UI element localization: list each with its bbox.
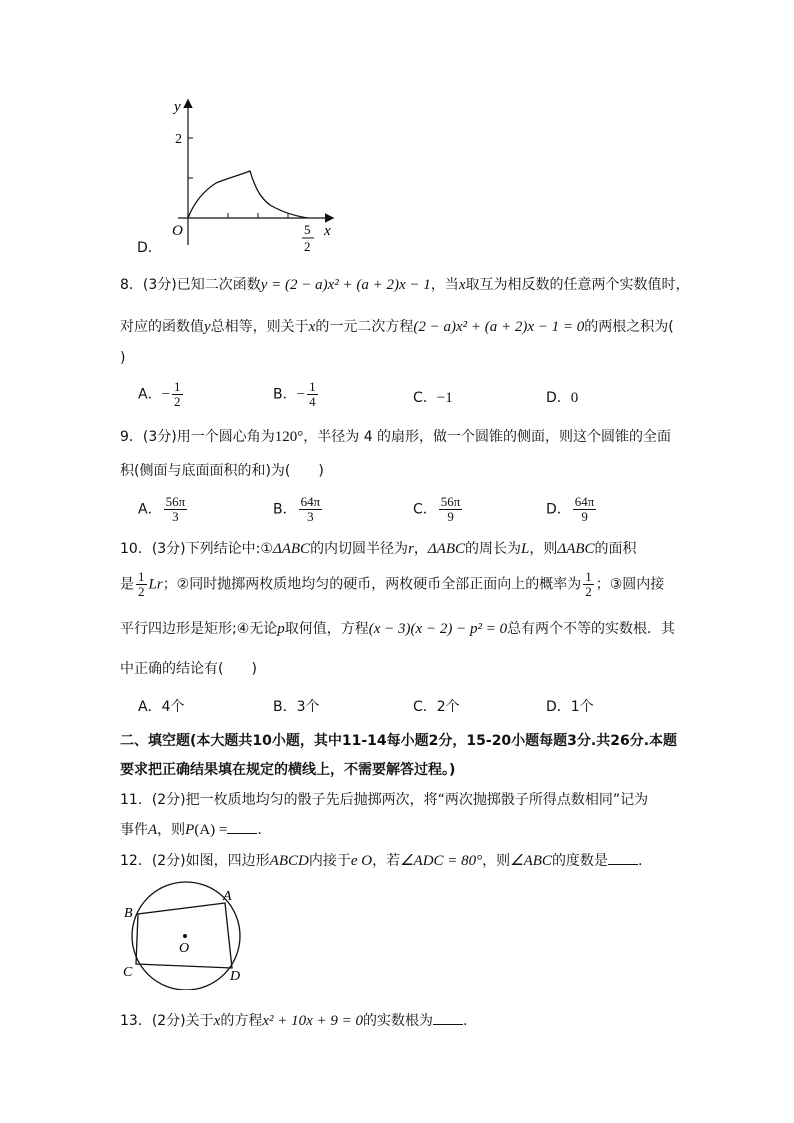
q10-line3: 平行四边形是矩形;④无论p取何值，方程(x − 3)(x − 2) − p² = 0总有两个不等的实数根．其 — [120, 621, 676, 637]
q13-answer-blank[interactable] — [433, 1012, 463, 1025]
center-point — [183, 934, 187, 938]
q13-line1: 13．(2分)关于x的方程x² + 10x + 9 = 0的实数根为 . — [120, 1013, 468, 1029]
q10-line2: 是 $\frac{1}{2}$ Lr；②同时抛掷两枚质地均匀的硬币，两枚硬币全部正面向上的概率为 $\frac{1}{2}$ ；③圆内接 — [120, 569, 665, 599]
label-a: A — [223, 889, 232, 904]
q12-line1: 12．(2分)如图，四边形ABCD内接于e O，若∠ADC = 80°，则∠ABC的度数是 . — [120, 853, 643, 869]
label-o: O — [179, 941, 190, 956]
q9-option-d: D． $\frac{64\pi}{9}$ — [546, 494, 595, 524]
q11-line1: 11．(2分)把一枚质地均匀的骰子先后抛掷两次，将“两次抛掷骰子所得点数相同”记为 — [120, 792, 649, 808]
origin-label: O — [172, 223, 183, 239]
tick-5-label: 5 — [304, 222, 311, 237]
section2-heading-line1: 二、填空题(本大题共10小题，其中11-14每小题2分，15-20小题每题3分.共26分.本题 — [120, 733, 678, 749]
tick-2-label: 2 — [175, 132, 182, 147]
q10-line1: 10．(3分)下列结论中:①ΔABC的内切圆半径为r，ΔABC的周长为L，则ΔABC的面积 — [120, 541, 637, 557]
q9-line1: 9．(3分)用一个圆心角为120°，半径为 4 的扇形，做一个圆锥的侧面，则这个圆锥的全面 — [120, 429, 672, 445]
x-axis-label: x — [324, 223, 331, 239]
q10-option-b: B．3个 — [273, 699, 320, 715]
q7-option-d-label: D. — [137, 240, 153, 256]
label-d: D — [230, 969, 241, 984]
q12-answer-blank[interactable] — [608, 852, 638, 865]
q10-option-c: C．2个 — [413, 699, 460, 715]
y-axis-label: y — [174, 99, 181, 115]
section2-heading-line2: 要求把正确结果填在规定的横线上，不需要解答过程。) — [120, 762, 456, 778]
label-b: B — [124, 906, 133, 921]
q10-equation: (x − 3)(x − 2) − p² = 0 — [368, 621, 508, 637]
q8-line3: ) — [120, 350, 126, 366]
q8-option-d: D．0 — [546, 390, 579, 406]
q8-equation-2: (2 − a)x² + (a + 2)x − 1 = 0 — [413, 319, 585, 335]
q12-figure — [115, 880, 265, 990]
q10-line4: 中正确的结论有( ) — [120, 661, 257, 677]
q8-line1: 8．(3分)已知二次函数y = (2 − a)x² + (a + 2)x − 1，当x取互为相反数的任意两个实数值时， — [120, 277, 690, 293]
q13-equation: x² + 10x + 9 = 0 — [262, 1013, 364, 1029]
graph-curve — [188, 171, 308, 218]
q8-option-a: A．− $\frac{1}{2}$ — [138, 379, 181, 409]
q10-option-d: D．1个 — [546, 699, 594, 715]
q11-line2: 事件A，则P(A) = . — [120, 822, 262, 838]
q8-option-b: B．− $\frac{1}{4}$ — [273, 379, 316, 409]
tick-den-label: 2 — [304, 239, 311, 254]
q7-graph — [150, 95, 340, 260]
q11-answer-blank[interactable] — [227, 821, 257, 834]
q8-option-c: C．−1 — [413, 390, 453, 406]
q9-line2: 积(侧面与底面面积的和)为( ) — [120, 463, 324, 479]
q8-line2: 对应的函数值y总相等，则关于x的一元二次方程(2 − a)x² + (a + 2)x − 1 = 0的两根之积为( — [120, 319, 674, 335]
q9-option-a: A． $\frac{56\pi}{3}$ — [138, 494, 186, 524]
q9-option-c: C． $\frac{56\pi}{9}$ — [413, 494, 461, 524]
q9-option-b: B． $\frac{64\pi}{3}$ — [273, 494, 321, 524]
q10-option-a: A．4个 — [138, 699, 185, 715]
q8-equation: y = (2 − a)x² + (a + 2)x − 1 — [260, 277, 431, 293]
label-c: C — [123, 965, 133, 980]
